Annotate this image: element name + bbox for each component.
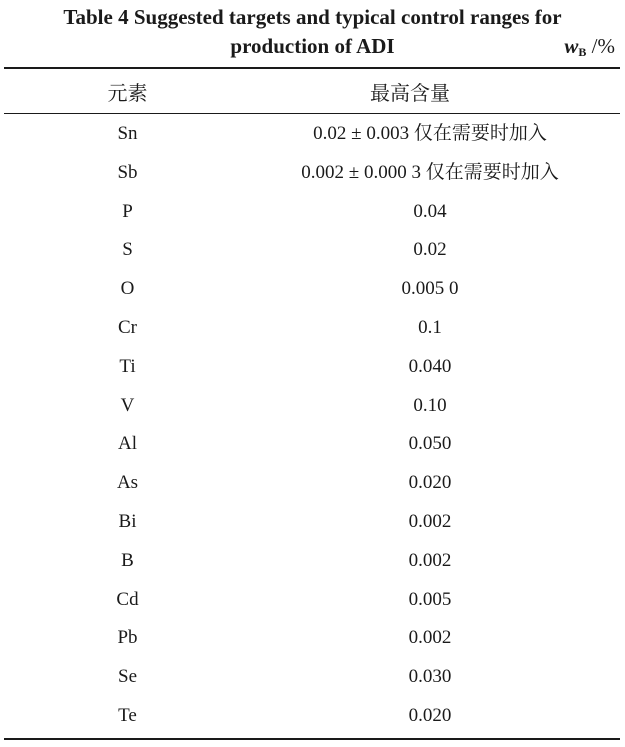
max-content-cell: 0.050	[408, 433, 452, 455]
top-rule	[4, 67, 620, 69]
max-content-cell: 0.005 0	[401, 278, 459, 300]
max-content-cell: 0.002	[408, 627, 452, 649]
bottom-rule	[4, 738, 620, 740]
table-caption	[0, 3, 625, 61]
table-row	[0, 348, 625, 387]
table-row	[0, 425, 625, 464]
element-cell: Se	[118, 666, 137, 688]
table-row	[0, 697, 625, 736]
element-cell: Al	[118, 433, 137, 455]
unit-suffix: /%	[586, 34, 615, 58]
table-row	[0, 503, 625, 542]
table-row	[0, 581, 625, 620]
unit-subscript: B	[578, 45, 587, 59]
element-cell: P	[122, 200, 133, 222]
unit-symbol: w	[564, 34, 579, 58]
table-row	[0, 193, 625, 232]
table-row	[0, 619, 625, 658]
header-element: 元素	[107, 83, 148, 105]
max-content-cell: 0.1	[418, 316, 442, 338]
table-row	[0, 464, 625, 503]
table-row	[0, 154, 625, 193]
max-content-cell: 0.04	[413, 200, 447, 222]
max-content-cell: 0.005	[408, 588, 452, 610]
max-content-cell: 0.020	[408, 472, 452, 494]
max-content-cell: 0.02 ± 0.003 仅在需要时加入	[313, 123, 547, 144]
table-row	[0, 542, 625, 581]
max-content-cell: 0.002 ± 0.000 3 仅在需要时加入	[301, 161, 559, 183]
element-cell: Sb	[117, 161, 138, 183]
table-body	[0, 115, 625, 736]
element-cell: S	[122, 239, 133, 261]
element-cell: Pb	[117, 627, 138, 649]
element-cell: Cr	[118, 316, 137, 338]
element-cell: V	[120, 394, 135, 416]
element-cell: Te	[118, 704, 137, 726]
element-cell: Cd	[116, 588, 139, 610]
table-row	[0, 658, 625, 697]
unit-label	[564, 32, 615, 67]
table-row	[0, 387, 625, 426]
max-content-cell: 0.02	[413, 239, 447, 261]
max-content-cell: 0.040	[408, 355, 452, 377]
caption-line-1: Table 4 Suggested targets and typical control ranges for	[63, 5, 562, 29]
element-cell: As	[116, 472, 139, 494]
header-max-content: 最高含量	[370, 83, 450, 105]
caption-line-2: production of ADI	[230, 34, 395, 58]
element-cell: Ti	[119, 355, 136, 377]
element-cell: B	[121, 549, 134, 571]
max-content-cell: 0.002	[408, 549, 452, 571]
table-row	[0, 270, 625, 309]
table-row	[0, 115, 625, 154]
header-rule	[4, 113, 620, 114]
max-content-cell: 0.020	[408, 704, 452, 726]
table-row	[0, 309, 625, 348]
element-cell: Bi	[118, 510, 137, 532]
element-cell: Sn	[117, 123, 138, 144]
max-content-cell: 0.10	[413, 394, 447, 416]
element-cell: O	[120, 278, 135, 300]
table-row	[0, 231, 625, 270]
max-content-cell: 0.030	[408, 666, 452, 688]
max-content-cell: 0.002	[408, 510, 452, 532]
